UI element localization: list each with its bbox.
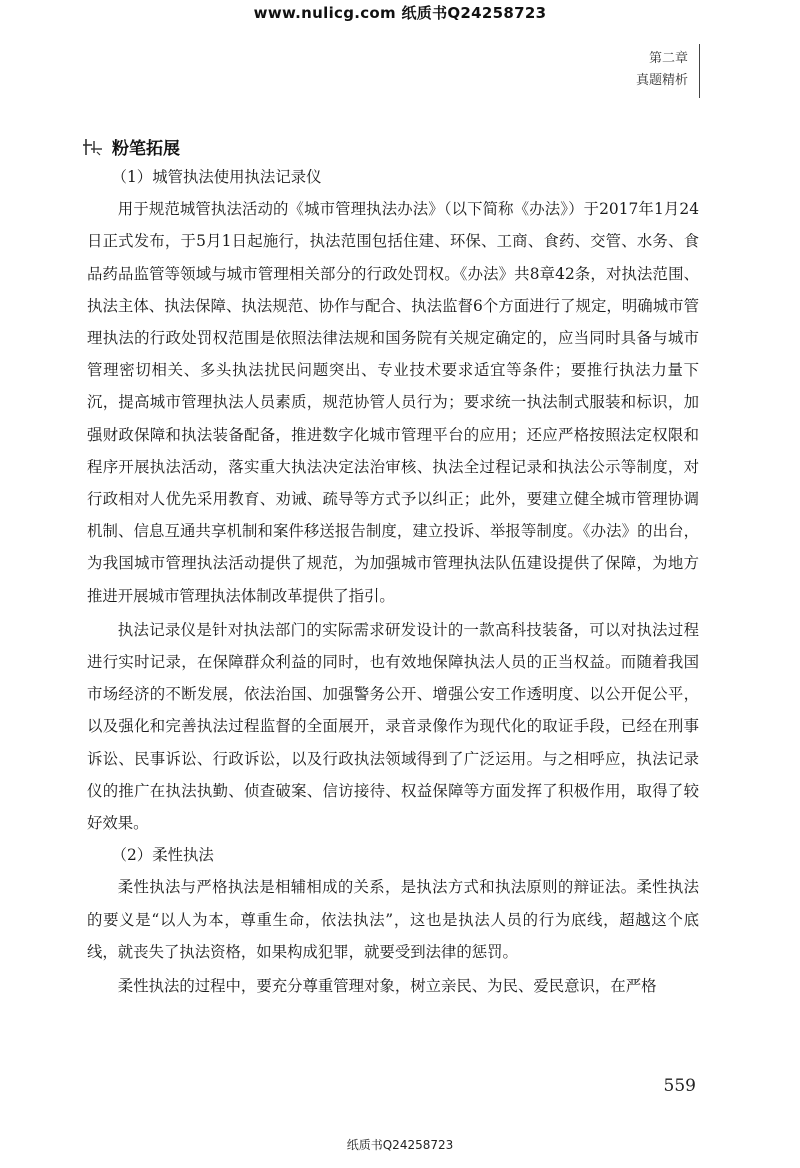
chapter-label: 第二章 [648, 51, 688, 66]
section-header [82, 134, 180, 159]
running-head-divider [699, 44, 700, 98]
subhead-1: （1）城管执法使用执法记录仪 [111, 168, 322, 186]
chalk-icon [82, 136, 104, 158]
page-number: 559 [663, 1076, 696, 1096]
paragraph-2: 执法记录仪是针对执法部门的实际需求研发设计的一款高科技装备，可以对执法过程进行实时记录，在保障群众利益的同时，也有效地保障执法人员的正当权益。而随着我国市场经济的不断发展，依法治国、加强警务公开、增强公安工作透明度、以公开促公平，以及强化和完善执法过程监督的全面展开，录音录像作为现代化的取证手段，已经在刑事诉讼、民事诉讼、行政诉讼，以及行政执法领域得到了广泛运用。与之相呼应，执法记录仪的推广在执法执勤、侦查破案、信访接待、权益保障等方面发挥了积极作用，取得了较好效果。 [87, 620, 699, 833]
paragraph-1: 用于规范城管执法活动的《城市管理执法办法》（以下简称《办法》）于2017年1月24日正式发布，于5月1日起施行，执法范围包括住建、环保、工商、食药、交管、水务、食品药品监管等领域与城市管理相关部分的行政处罚权。《办法》共8章42条，对执法范围、执法主体、执法保障、执法规范、协作与配合、执法监督6个方面进行了规定，明确城市管理执法的行政处罚权范围是依照法律法规和国务院有关规定确定的，应当同时具备与城市管理密切相关、多头执法扰民问题突出、专业技术要求适宜等条件；要推行执法力量下沉，提高城市管理执法人员素质，规范协管人员行为；要求统一执法制式服装和标识，加强财政保障和执法装备配备，推进数字化城市管理平台的应用；还应严格按照法定权限和程序开展执法活动，落实重大执法决定法治审核、执法全过程记录和执法公示等制度，对行政相对人优先采用教育、劝诫、疏导等方式予以纠正；此外，要建立健全城市管理协调机制、信息互通共享机制和案件移送报告制度，建立投诉、举报等制度。《办法》的出台，为我国城市管理执法活动提供了规范，为加强城市管理执法队伍建设提供了保障，为地方推进开展城市管理执法体制改革提供了指引。 [87, 200, 699, 605]
paragraph-3: 柔性执法与严格执法是相辅相成的关系，是执法方式和执法原则的辩证法。柔性执法的要义是“以人为本，尊重生命，依法执法”，这也是执法人员的行为底线，超越这个底线，就丧失了执法资格，如果构成犯罪，就要受到法律的惩罚。 [87, 878, 699, 961]
running-head [636, 48, 688, 92]
top-watermark: www.nulicg.com 纸质书Q24258723 [253, 4, 547, 22]
paragraph-4: 柔性执法的过程中，要充分尊重管理对象，树立亲民、为民、爱民意识，在严格 [117, 977, 657, 996]
subhead-2: （2）柔性执法 [111, 846, 214, 865]
chapter-subtitle: 真题精析 [635, 73, 688, 88]
section-title: 粉笔拓展 [112, 139, 180, 159]
bottom-watermark: 纸质书Q24258723 [346, 1138, 454, 1152]
body-text [87, 161, 699, 1002]
